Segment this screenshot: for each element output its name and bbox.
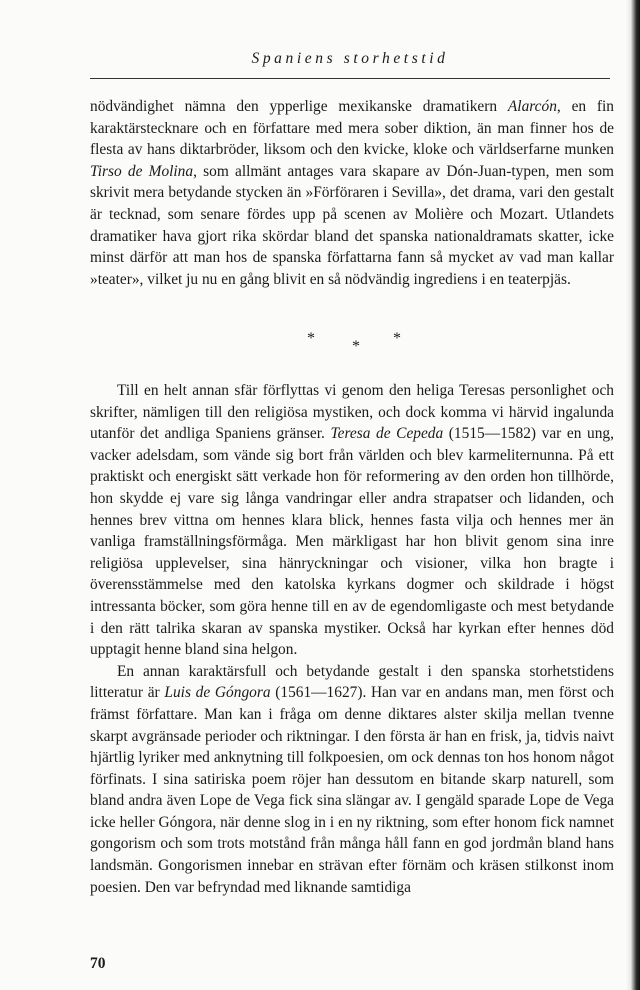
text-block-top xyxy=(90,96,614,290)
paragraph-2-text-a: Till en helt annan sfär förflyttas vi genom den heliga Teresas personlighet och skrifter, nämligen till den religiösa mystiken, och dock komma vi härvid ingalunda utanför det andliga Spaniens gränser. xyxy=(90,382,614,443)
page-number: 70 xyxy=(90,955,106,972)
page-edge-shadow xyxy=(626,0,640,990)
paragraph-teresa xyxy=(90,380,614,661)
paragraph-1-text-c: , som allmänt antages vara skapare av Dón-Juan-typen, men som skrivit mera betydande stycken än »Förföraren i Sevilla», det drama, vari den gestalt är tecknad, som senare fördes upp på scenen av Molière och Mozart. Utlandets dramatiker hava gjort rika skördar bland det spanska nationaldramats skatter, icke minst därför att man hos de spanska författarna fann så mycket av vad man kallar »teater», vilket ju nu en gång blivit en så nödvändig ingrediens i en teaterpjäs. xyxy=(90,162,614,288)
name-teresa-de-cepeda: Teresa de Cepeda xyxy=(330,425,444,443)
separator-asterisk: * xyxy=(393,330,401,347)
paragraph-2-text-b: (1515—1582) var en ung, vacker adelsdam, som vände sig bort från världen och blev karmeliternunna. På ett praktiskt och energiskt sätt verkade hon för reformering av den orden hon tillhörde, hon skydde ej vare sig långa vandringar eller andra strapatser och lidanden, och hennes brev vittna om hennes klara blick, hennes fasta vilja och hennes mer än vanliga framställningsförmåga. Men märkligast har hon blivit genom sina inre religiösa upplevelser, sina hänryckningar och visioner, vilka hon bragte i överensstämmelse med den katolska kyrkans dogmer och skildrade i högst intressanta böcker, som göra henne till en av de egendomligaste och mest betydande i den rätt talrika skaran av spanska mystiker. Också har kyrkan efter hennes död upptagit henne bland sina helgon. xyxy=(90,425,614,659)
name-alarcon: Alarcón xyxy=(507,98,557,115)
paragraph-1-text-b: , en fin karaktärstecknare och en författare med mera sober diktion, än man finner hos de flesta av hans diktarbröder, liksom och den kvicke, kloke och världserfarne munken xyxy=(90,98,615,159)
text-block-bottom xyxy=(90,380,614,898)
paragraph-gongora xyxy=(90,661,614,899)
name-luis-de-gongora: Luis de Góngora xyxy=(164,684,271,702)
header-rule xyxy=(90,78,610,79)
separator-asterisk: * xyxy=(352,338,360,355)
separator-asterisk: * xyxy=(307,330,315,347)
paragraph-3-text-a: En annan karaktärsfull och betydande gestalt i den spanska storhetstidens litteratur är xyxy=(90,662,614,702)
running-header: Spaniens storhetstid xyxy=(251,50,449,67)
paragraph-3-text-b: (1561—1627). Han var en andans man, men först och främst författare. Man kan i fråga om denne diktares alster skilja mellan tvenne skarpt avgränsade perioder och riktningar. I den första är han en frisk, ja, tidvis naivt hjärtlig lyriker med anknytning till folkpoesien, om ock dennas ton hos honom något förfinats. I sina satiriska poem röjer han dessutom en bitande skarp naturell, som bland andra även Lope de Vega fick sina slängar av. I gengäld sparade Lope de Vega icke heller Góngora, när denne slog in i en ny riktning, som efter honom fick namnet gongorism och som trots motstånd från många håll fann en god jordmån bland hans landsmän. Gongorismen innebar en strävan efter förnäm och kräsen stilkonst inom poesien. Den var befryndad med liknande samtidiga xyxy=(90,684,615,896)
section-separator xyxy=(90,330,610,356)
paragraph-dramatists xyxy=(90,96,614,290)
paragraph-1-text-a: nödvändighet nämna den ypperlige mexikanske dramatikern xyxy=(90,98,508,115)
name-tirso-de-molina: Tirso de Molina xyxy=(90,162,194,180)
